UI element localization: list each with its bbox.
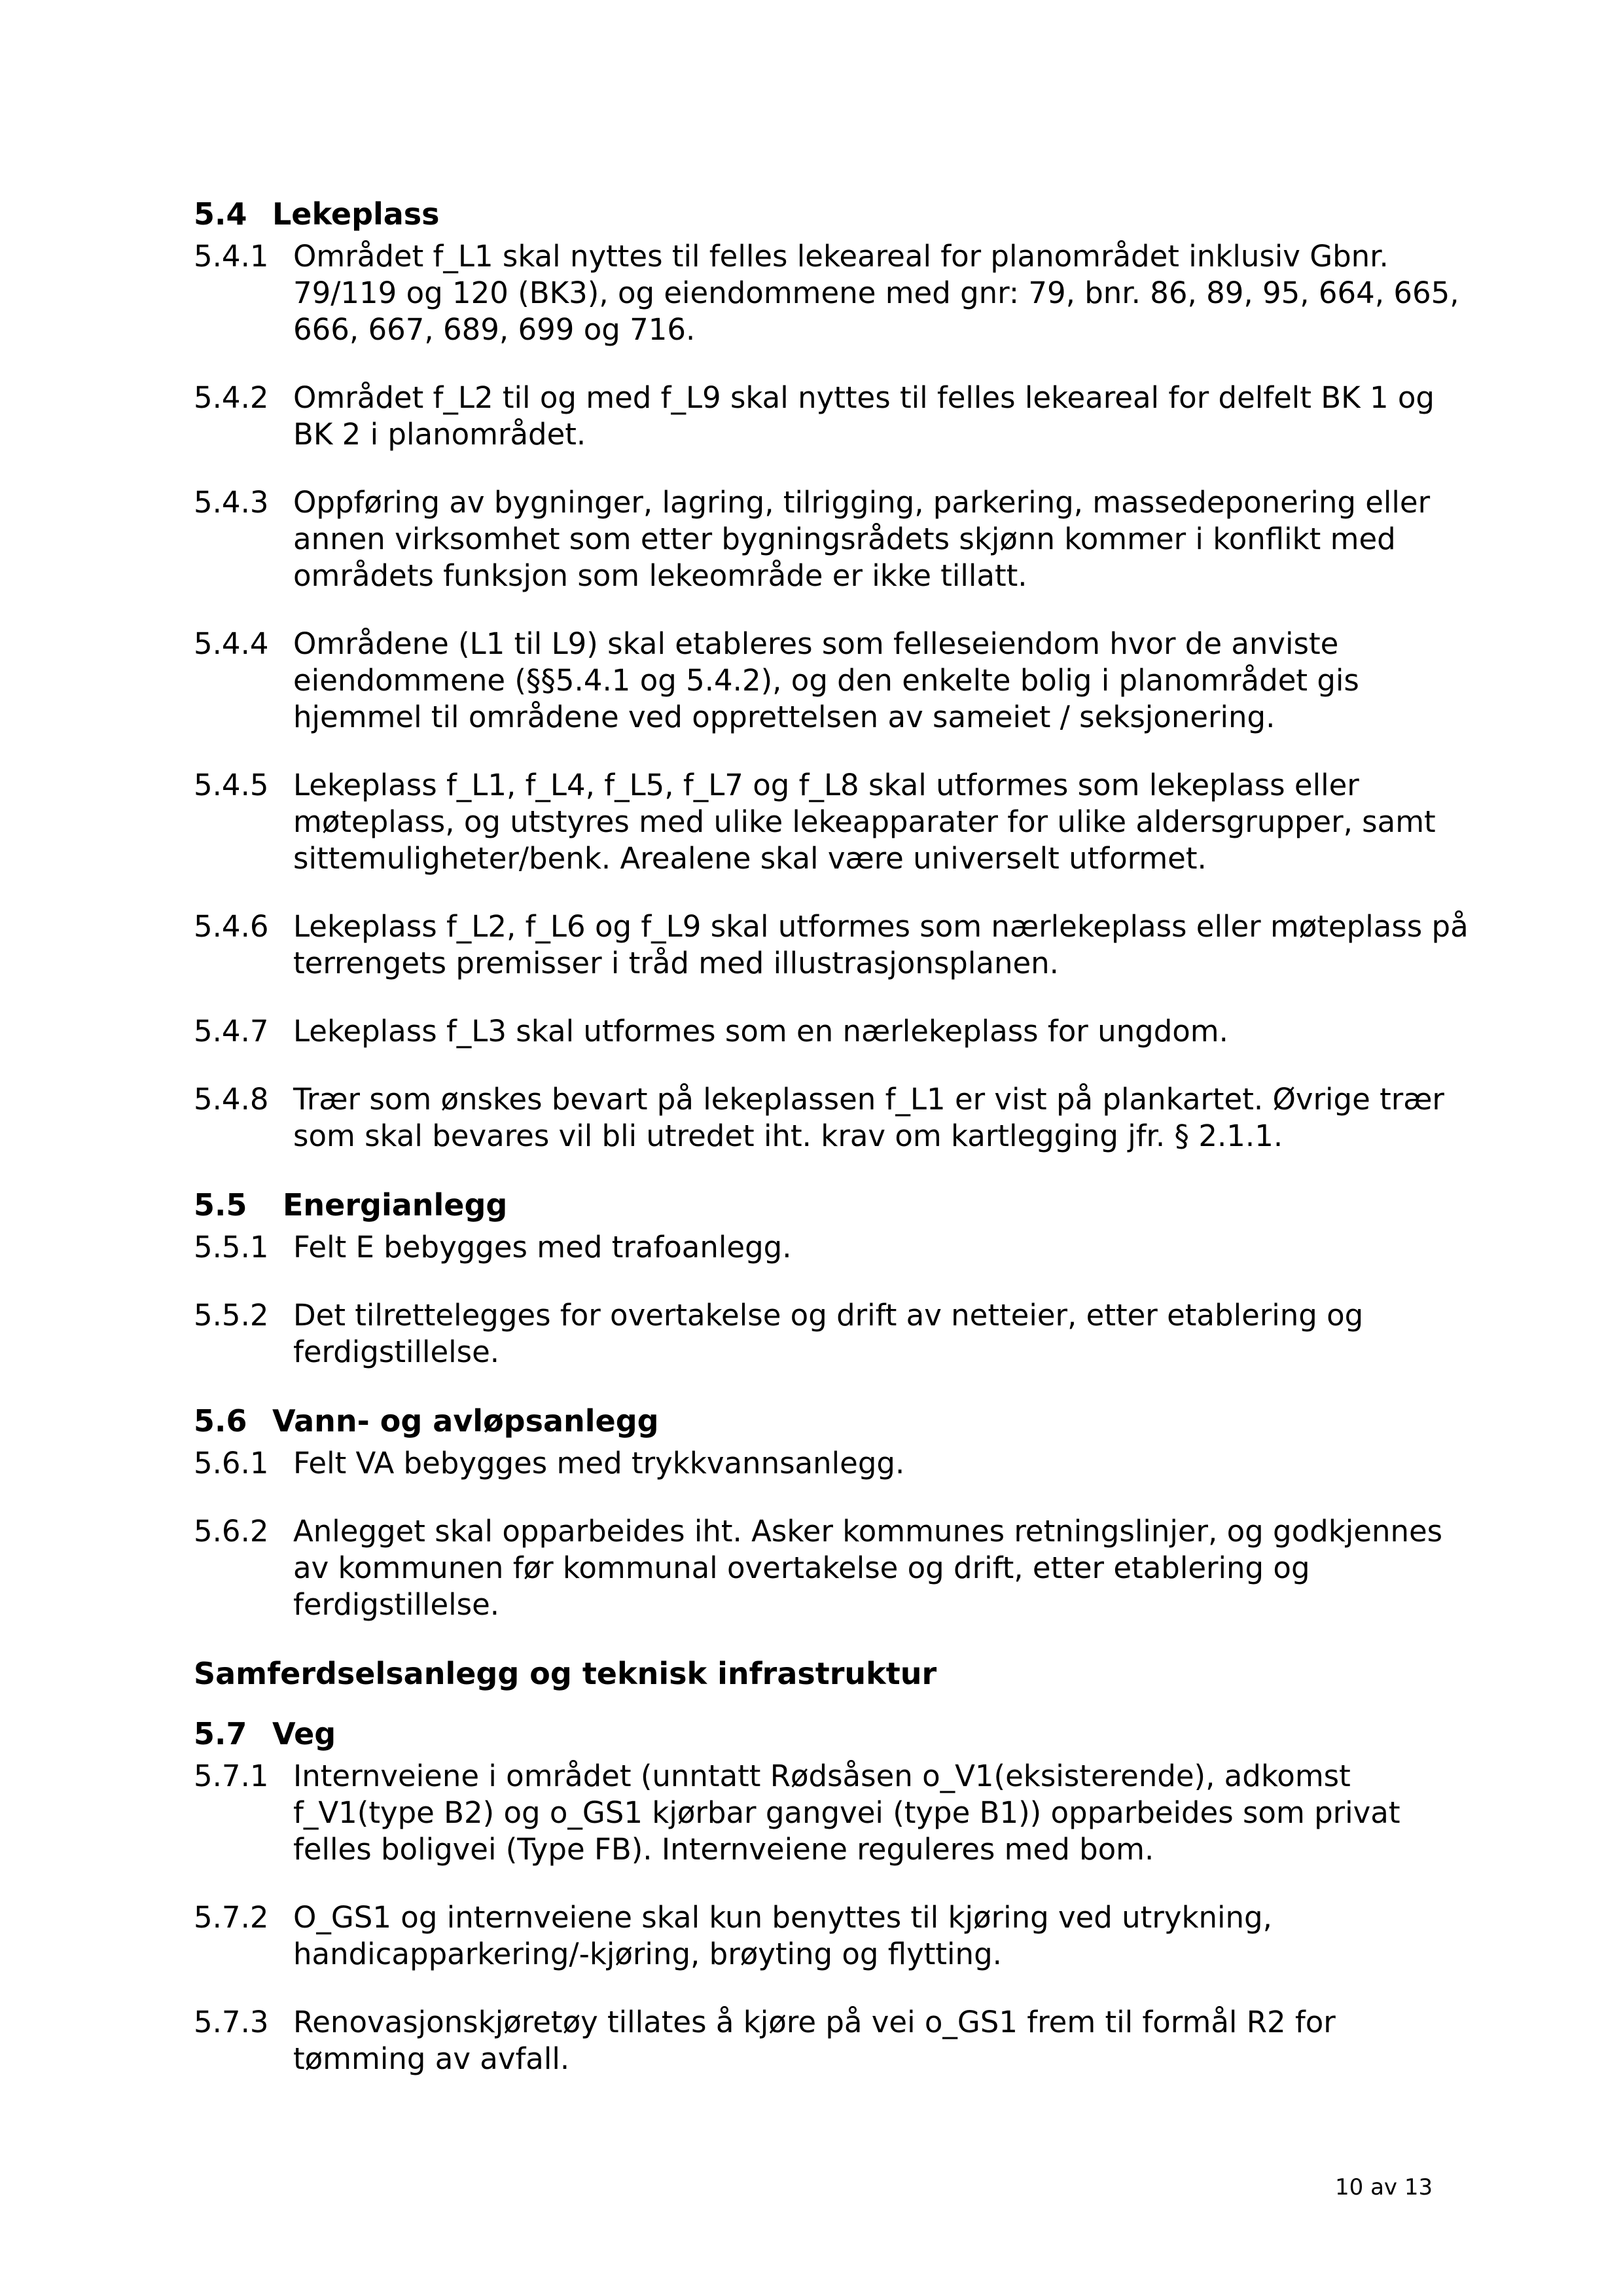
clause-text: Trær som ønskes bevart på lekeplassen f_L1 er vist på plankartet. Øvrige trær som skal bevares vil bli utredet iht. krav om kartlegging jfr. § 2.1.1. <box>293 1082 1444 1153</box>
clause-text: Felt E bebygges med trafoanlegg. <box>293 1230 792 1265</box>
section-title: Vann- og avløpsanlegg <box>272 1403 659 1439</box>
page-number: 10 av 13 <box>1335 2174 1433 2200</box>
clause-text: Lekeplass f_L1, f_L4, f_L5, f_L7 og f_L8 skal utformes som lekeplass eller møteplass, og utstyres med ulike lekeapparater for ulike aldersgrupper, samt sittemuligheter/benk. Arealene skal være universelt utformet. <box>293 768 1436 876</box>
clause-text: Områdene (L1 til L9) skal etableres som felleseiendom hvor de anviste eiendommene (§§5.4.1 og 5.4.2), og den enkelte bolig i planområdet gis hjemmel til områdene ved opprettelsen av sameiet / seksjonering. <box>293 626 1359 734</box>
clause-text: Lekeplass f_L3 skal utformes som en nærlekeplass for ungdom. <box>293 1014 1228 1049</box>
clause-5-6-2 <box>194 1513 1476 1623</box>
clause-number: 5.6.1 <box>194 1446 269 1480</box>
clause-5-5-2 <box>194 1297 1476 1371</box>
clause-text: Lekeplass f_L2, f_L6 og f_L9 skal utformes som nærlekeplass eller møteplass på terrengets premisser i tråd med illustrasjonsplanen. <box>293 909 1469 980</box>
chapter-heading-samferdsel: Samferdselsanlegg og teknisk infrastruktur <box>194 1656 937 1691</box>
section-title: Energianlegg <box>283 1187 508 1223</box>
clause-number: 5.7.2 <box>194 1900 269 1935</box>
clause-text: Det tilrettelegges for overtakelse og drift av netteier, etter etablering og ferdigstillelse. <box>293 1298 1364 1369</box>
clause-5-4-7 <box>194 1013 1476 1050</box>
clause-number: 5.4.1 <box>194 239 269 274</box>
clause-text: Anlegget skal opparbeides iht. Asker kommunes retningslinjer, og godkjennes av kommunen før kommunal overtakelse og drift, etter etablering og ferdigstillelse. <box>293 1514 1443 1622</box>
clause-number: 5.6.2 <box>194 1514 269 1549</box>
section-heading-5-7 <box>194 1715 1476 1753</box>
clause-text: Renovasjonskjøretøy tillates å kjøre på vei o_GS1 frem til formål R2 for tømming av avfall. <box>293 2005 1336 2076</box>
clause-number: 5.7.1 <box>194 1759 269 1793</box>
section-heading-5-5 <box>194 1186 1476 1224</box>
clause-5-4-3 <box>194 484 1476 594</box>
clause-number: 5.4.7 <box>194 1014 269 1049</box>
section-number: 5.7 <box>194 1716 247 1751</box>
clause-number: 5.7.3 <box>194 2005 269 2039</box>
section-number: 5.4 <box>194 196 247 232</box>
section-title: Lekeplass <box>272 196 440 232</box>
section-number: 5.6 <box>194 1403 247 1439</box>
clause-number: 5.4.2 <box>194 380 269 415</box>
clause-number: 5.4.4 <box>194 626 269 661</box>
section-title: Veg <box>272 1716 336 1751</box>
clause-5-4-1 <box>194 238 1476 348</box>
clause-5-4-8 <box>194 1081 1476 1155</box>
clause-number: 5.4.6 <box>194 909 269 944</box>
section-heading-5-4 <box>194 195 1476 233</box>
section-heading-5-6 <box>194 1402 1476 1440</box>
clause-text: O_GS1 og internveiene skal kun benyttes til kjøring ved utrykning, handicapparkering/-kjøring, brøyting og flytting. <box>293 1900 1272 1971</box>
clause-5-4-4 <box>194 626 1476 736</box>
clause-5-4-6 <box>194 908 1476 982</box>
clause-5-7-2 <box>194 1899 1476 1973</box>
clause-number: 5.5.1 <box>194 1230 269 1265</box>
section-number: 5.5 <box>194 1187 247 1223</box>
clause-text: Oppføring av bygninger, lagring, tilrigging, parkering, massedeponering eller annen virksomhet som etter bygningsrådets skjønn kommer i konflikt med områdets funksjon som lekeområde er ikke tillatt. <box>293 485 1431 593</box>
clause-number: 5.4.3 <box>194 485 269 520</box>
clause-5-7-3 <box>194 2004 1476 2077</box>
clause-text: Området f_L1 skal nyttes til felles lekeareal for planområdet inklusiv Gbnr. 79/119 og 120 (BK3), og eiendommene med gnr: 79, bnr. 86, 89, 95, 664, 665, 666, 667, 689, 699 og 716. <box>293 239 1459 347</box>
clause-number: 5.4.8 <box>194 1082 269 1117</box>
document-body <box>194 195 1476 2109</box>
clause-text: Området f_L2 til og med f_L9 skal nyttes til felles lekeareal for delfelt BK 1 og BK 2 i planområdet. <box>293 380 1435 452</box>
clause-5-4-5 <box>194 767 1476 877</box>
clause-text: Internveiene i området (unntatt Rødsåsen o_V1(eksisterende), adkomst f_V1(type B2) og o_GS1 kjørbar gangvei (type B1)) opparbeides som privat felles boligvei (Type FB). Internveiene reguleres med bom. <box>293 1759 1400 1867</box>
clause-5-5-1 <box>194 1229 1476 1266</box>
clause-5-6-1 <box>194 1445 1476 1482</box>
clause-5-4-2 <box>194 380 1476 453</box>
clause-number: 5.5.2 <box>194 1298 269 1333</box>
clause-text: Felt VA bebygges med trykkvannsanlegg. <box>293 1446 905 1480</box>
clause-5-7-1 <box>194 1758 1476 1868</box>
clause-number: 5.4.5 <box>194 768 269 802</box>
